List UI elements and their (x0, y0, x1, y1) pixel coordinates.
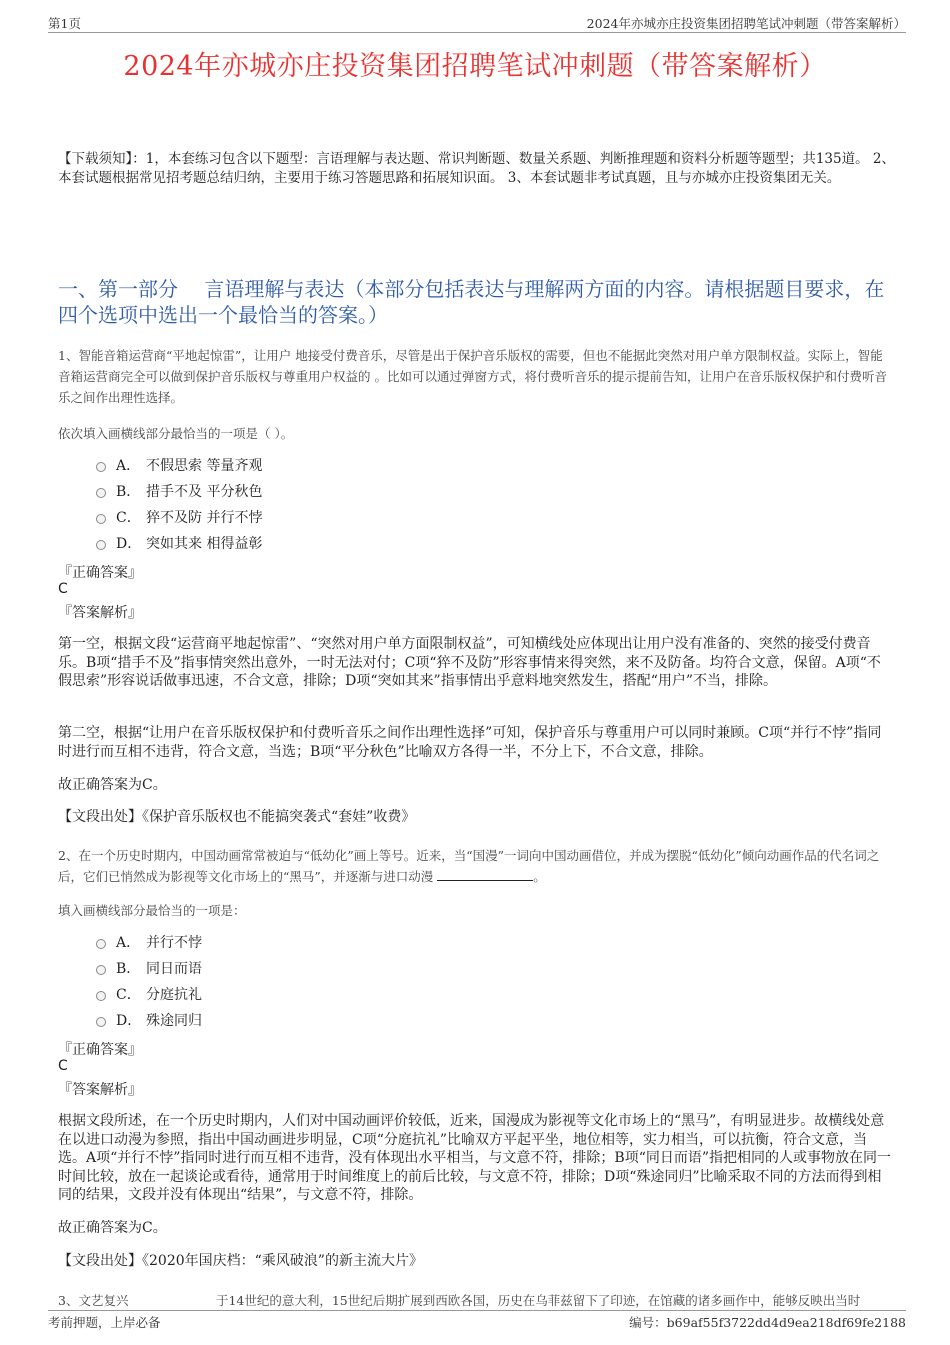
header-doc-title: 2024年亦城亦庄投资集团招聘笔试冲刺题（带答案解析） (586, 16, 906, 31)
radio-icon[interactable] (96, 514, 106, 524)
answer-value: C (58, 581, 68, 597)
analysis-label: 『答案解析』 (58, 605, 142, 621)
radio-icon[interactable] (96, 488, 106, 498)
radio-icon[interactable] (96, 939, 106, 949)
page-number: 第1页 (48, 16, 81, 31)
footer-divider (48, 1310, 906, 1311)
question-2-source: 【文段出处】《2020年国庆档：“乘风破浪”的新主流大片》 (58, 1253, 423, 1269)
option-a[interactable]: A． 不假思索 等量齐观 (96, 452, 262, 478)
question-2-conclusion: 故正确答案为C。 (58, 1220, 167, 1236)
radio-icon[interactable] (96, 1017, 106, 1027)
question-1-analysis-2: 第二空，根据“让用户在音乐版权保护和付费听音乐之间作出理性选择”可知，保护音乐与尊重用户可以同时兼顾。C项“并行不悖”指同时进行而互相不违背，符合文意，当选；B项“平分秋色”比喻双方各得一半，不分上下，不合文意，排除。 (58, 725, 882, 760)
section-title: 一、第一部分 言语理解与表达（本部分包括表达与理解两方面的内容。请根据题目要求，在四个选项中选出一个最恰当的答案。） (58, 277, 885, 327)
answer-label: 『正确答案』 (58, 1042, 142, 1058)
radio-icon[interactable] (96, 991, 106, 1001)
answer-label: 『正确答案』 (58, 565, 142, 581)
radio-icon[interactable] (96, 462, 106, 472)
option-d[interactable]: D． 殊途同归 (96, 1007, 202, 1033)
question-1-prompt: 依次填入画横线部分最恰当的一项是（ ）。 (58, 426, 294, 441)
question-1-conclusion: 故正确答案为C。 (58, 777, 167, 793)
footer-slogan: 考前押题，上岸必备 (48, 1315, 161, 1330)
page-header (48, 12, 906, 33)
option-c[interactable]: C． 猝不及防 并行不悖 (96, 504, 262, 530)
page-title: 2024年亦城亦庄投资集团招聘笔试冲刺题（带答案解析） (123, 51, 827, 82)
option-b[interactable]: B． 同日而语 (96, 955, 202, 981)
footer-code: 编号：b69af55f3722dd4d9ea218df69fe2188 (629, 1315, 906, 1330)
option-d[interactable]: D． 突如其来 相得益彰 (96, 530, 262, 556)
question-1-analysis-1: 第一空，根据文段“运营商平地起惊雷”、“突然对用户单方面限制权益”，可知横线处应体现出让用户没有准备的、突然的接受付费音乐。B项“措手不及”指事情突然出意外，一时无法对付；C项“猝不及防”形容事情来得突然，来不及防备。均符合文意，保留。A项“不假思索”形容说话做事迅速，不合文意，排除；D项“突如其来”指事情出乎意料地突然发生，搭配“用户”不当，排除。 (58, 636, 881, 689)
radio-icon[interactable] (96, 965, 106, 975)
question-1-source: 【文段出处】《保护音乐版权也不能搞突袭式“套娃”收费》 (58, 809, 416, 825)
option-a[interactable]: A． 并行不悖 (96, 929, 202, 955)
answer-value: C (58, 1058, 68, 1074)
analysis-label: 『答案解析』 (58, 1082, 142, 1098)
question-2-analysis: 根据文段所述，在一个历史时期内，人们对中国动画评价较低，近来，国漫成为影视等文化市场上的“黑马”，有明显进步。故横线处意在以进口动漫为参照，指出中国动画进步明显，C项“分庭抗礼”比喻双方平起平坐，地位相等，实力相当，可以抗衡，符合文意，当选。A项“并行不悖”指同时进行而互相不违背，没有体现出水平相当，与文意不符，排除；B项“同日而语”指把相同的人或事物放在同一时间比较，放在一起谈论或看待，通常用于时间维度上的前后比较，与文意不符，排除；D项“殊途同归”比喻采取不同的方法而得到相同的结果，文段并没有体现出“结果”，与文意不符，排除。 (58, 1113, 892, 1203)
option-b[interactable]: B． 措手不及 平分秋色 (96, 478, 262, 504)
question-2-text: 2、在一个历史时期内，中国动画常常被迫与“低幼化”画上等号。近来，当“国漫”一词向中国动画借位，并成为摆脱“低幼化”倾向动画作品的代名词之后，它们已悄然成为影视等文化市场上的“黑马”，并逐渐与进口动漫 。 (58, 848, 880, 884)
question-2-prompt: 填入画横线部分最恰当的一项是： (58, 903, 246, 918)
question-1-text: 1、智能音箱运营商“平地起惊雷”，让用户 地接受付费音乐，尽管是出于保护音乐版权的需要，但也不能据此突然对用户单方限制权益。实际上，智能音箱运营商完全可以做到保护音乐版权与尊重用户权益的 。比如可以通过弹窗方式，将付费听音乐的提示提前告知，让用户在音乐版权保护和付费听音乐之间作出理性选择。 (58, 348, 887, 405)
question-1-options (96, 452, 262, 556)
option-c[interactable]: C． 分庭抗礼 (96, 981, 202, 1007)
fill-blank (437, 867, 533, 881)
radio-icon[interactable] (96, 540, 106, 550)
download-notice: 【下载须知】：1，本套练习包含以下题型：言语理解与表达题、常识判断题、数量关系题、判断推理题和资料分析题等题型；共135道。 2、本套试题根据常见招考题总结归纳，主要用于练习答题思路和拓展知识面。 3、本套试题非考试真题，且与亦城亦庄投资集团无关。 (58, 151, 895, 186)
question-2-options (96, 929, 202, 1033)
question-3-partial: 3、文艺复兴 于14世纪的意大利，15世纪后期扩展到西欧各国，历史在乌菲兹留下了印迹，在馆藏的诸多画作中，能够反映出当时 (58, 1293, 861, 1308)
